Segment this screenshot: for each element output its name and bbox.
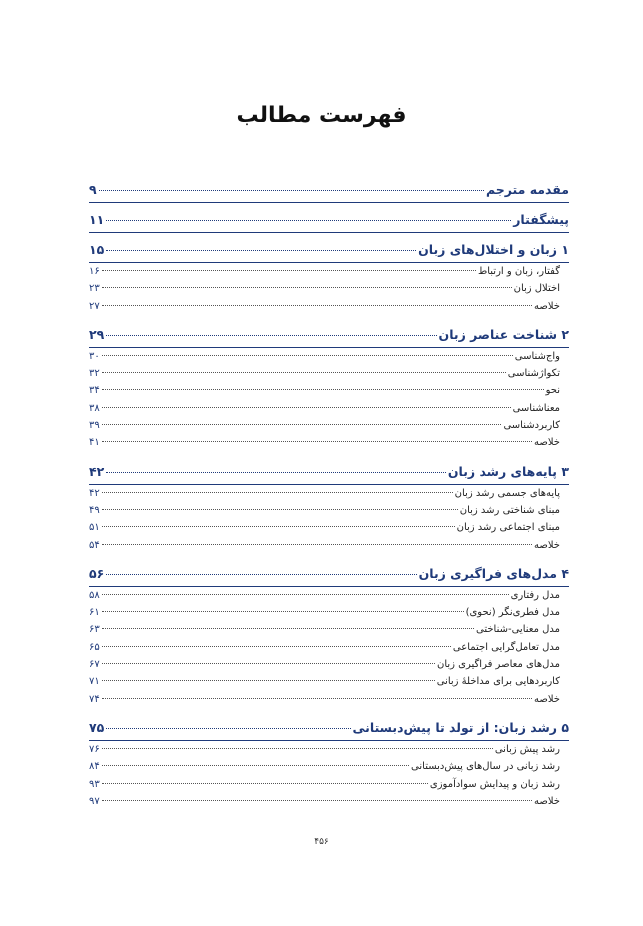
toc-entry-page: ۳۲	[89, 368, 100, 380]
toc-chapter-entry	[89, 242, 569, 263]
toc-entry-label: خلاصه	[533, 539, 560, 551]
toc-entry-label: مقدمه مترجم	[485, 182, 569, 197]
toc-entry-page: ۹۷	[89, 795, 100, 807]
dot-leader	[102, 628, 474, 629]
dot-leader	[102, 544, 532, 545]
toc-entry-page: ۳۸	[89, 402, 100, 414]
dot-leader	[102, 594, 509, 595]
toc-section-entry	[89, 403, 569, 420]
dot-leader	[106, 250, 416, 251]
dot-leader	[102, 646, 451, 647]
toc-entry-label: واج‌شناسی	[514, 350, 560, 362]
dot-leader	[106, 335, 436, 336]
toc-section-entry	[89, 368, 569, 385]
toc-entry-label: ۴ مدل‌های فراگیری زبان	[418, 565, 569, 581]
dot-leader	[102, 698, 532, 699]
toc-entry-page: ۲۷	[89, 300, 100, 312]
toc-entry-page: ۲۹	[89, 326, 105, 342]
toc-section-entry	[89, 796, 569, 813]
toc-entry-label: خلاصه	[533, 795, 560, 807]
toc-chapter-entry	[89, 212, 569, 233]
dot-leader	[102, 441, 532, 442]
toc-entry-page: ۳۹	[89, 420, 100, 432]
toc-entry-page: ۷۶	[89, 743, 100, 755]
toc-entry-page: ۴۲	[89, 487, 100, 499]
toc-entry-label: کاربردهایی برای مداخلهٔ زبانی	[436, 676, 560, 688]
toc-chapter-entry	[89, 566, 569, 587]
toc-entry-page: ۸۴	[89, 761, 100, 773]
toc-entry-label: اختلال زبان	[513, 283, 560, 295]
toc-section-entry	[89, 301, 569, 318]
toc-entry-page: ۳۰	[89, 350, 100, 362]
toc-section-entry	[89, 607, 569, 624]
toc-section-entry	[89, 779, 569, 796]
dot-leader	[102, 407, 511, 408]
dot-leader	[102, 663, 435, 664]
toc-entry-label: رشد پیش زبانی	[494, 743, 560, 755]
dot-leader	[102, 305, 532, 306]
toc-entry-label: نحو	[545, 385, 560, 397]
toc-section-entry	[89, 385, 569, 402]
toc-entry-page: ۹	[89, 182, 97, 197]
toc-section-entry	[89, 420, 569, 437]
dot-leader	[102, 611, 464, 612]
toc-entry-label: رشد زبان و پیدایش سوادآموزی	[429, 778, 560, 790]
dot-leader	[102, 509, 458, 510]
toc-section-entry	[89, 351, 569, 368]
dot-leader	[99, 190, 484, 191]
dot-leader	[102, 287, 512, 288]
dot-leader	[102, 783, 428, 784]
toc-entry-label: خلاصه	[533, 693, 560, 705]
toc-section-entry	[89, 522, 569, 539]
toc-section-entry	[89, 761, 569, 778]
toc-entry-label: پیشگفتار	[513, 212, 569, 227]
toc-entry-label: مبنای شناختی رشد زبان	[459, 504, 560, 516]
toc-entry-label: معناشناسی	[512, 402, 560, 414]
table-of-contents	[89, 182, 569, 813]
toc-entry-page: ۱۵	[89, 242, 105, 257]
toc-entry-page: ۶۳	[89, 624, 100, 636]
toc-section-entry	[89, 744, 569, 761]
toc-section-entry	[89, 266, 569, 283]
toc-chapter-entry	[89, 182, 569, 203]
dot-leader	[106, 472, 446, 473]
toc-entry-page: ۵۱	[89, 522, 100, 534]
toc-entry-page: ۴۹	[89, 504, 100, 516]
toc-entry-label: مدل فطری‌نگر (نحوی)	[465, 607, 560, 619]
toc-section-entry	[89, 676, 569, 693]
dot-leader	[106, 220, 511, 221]
dot-leader	[106, 728, 350, 729]
toc-entry-page: ۷۴	[89, 693, 100, 705]
dot-leader	[102, 800, 532, 801]
toc-section-entry	[89, 283, 569, 300]
toc-entry-label: گفتار، زبان و ارتباط	[477, 266, 560, 277]
toc-entry-label: خلاصه	[533, 300, 560, 312]
dot-leader	[102, 680, 435, 681]
toc-entry-page: ۲۳	[89, 283, 100, 295]
toc-entry-label: مدل تعامل‌گرایی اجتماعی	[452, 641, 560, 653]
toc-entry-label: مدل‌های معاصر فراگیری زبان	[437, 659, 560, 671]
toc-entry-page: ۷۱	[89, 676, 100, 688]
dot-leader	[102, 748, 493, 749]
toc-entry-label: ۲ شناخت عناصر زبان	[438, 326, 569, 342]
toc-entry-page: ۹۳	[89, 778, 100, 790]
toc-entry-label: ۱ زبان و اختلال‌های زبان	[418, 242, 569, 257]
dot-leader	[102, 389, 544, 390]
dot-leader	[106, 574, 416, 575]
dot-leader	[102, 372, 506, 373]
dot-leader	[102, 424, 502, 425]
toc-entry-page: ۱۶	[89, 266, 100, 277]
toc-entry-label: مدل رفتاری	[510, 589, 560, 601]
toc-entry-page: ۱۱	[89, 212, 105, 227]
toc-entry-page: ۵۸	[89, 589, 100, 601]
toc-chapter-entry	[89, 327, 569, 348]
toc-entry-label: خلاصه	[533, 437, 560, 449]
toc-entry-page: ۶۷	[89, 659, 100, 671]
toc-entry-page: ۶۵	[89, 641, 100, 653]
toc-entry-label: تکواژشناسی	[507, 368, 560, 380]
toc-entry-label: ۳ پایه‌های رشد زبان	[447, 463, 569, 479]
dot-leader	[102, 270, 476, 271]
dot-leader	[102, 526, 455, 527]
dot-leader	[102, 765, 409, 766]
toc-section-entry	[89, 659, 569, 676]
toc-entry-page: ۶۱	[89, 607, 100, 619]
toc-entry-label: مبنای اجتماعی رشد زبان	[456, 522, 560, 534]
toc-entry-label: رشد زبانی در سال‌های پیش‌دبستانی	[411, 761, 560, 773]
toc-entry-page: ۴۲	[89, 463, 105, 479]
toc-section-entry	[89, 624, 569, 641]
toc-entry-label: ۵ رشد زبان: از تولد تا پیش‌دبستانی	[352, 719, 569, 735]
toc-section-entry	[89, 505, 569, 522]
toc-entry-page: ۵۴	[89, 539, 100, 551]
toc-section-entry	[89, 540, 569, 557]
toc-entry-label: مدل معنایی-شناختی	[476, 624, 560, 636]
page-number: ۴۵۶	[314, 837, 329, 847]
toc-entry-page: ۳۴	[89, 385, 100, 397]
toc-entry-page: ۵۶	[89, 565, 105, 581]
toc-chapter-entry	[89, 464, 569, 485]
page-title: فهرست مطالب	[236, 103, 407, 128]
toc-entry-page: ۴۱	[89, 437, 100, 449]
toc-section-entry	[89, 694, 569, 711]
toc-section-entry	[89, 488, 569, 505]
toc-section-entry	[89, 590, 569, 607]
toc-section-entry	[89, 437, 569, 454]
toc-entry-label: کاربردشناسی	[503, 420, 560, 432]
toc-entry-label: پایه‌های جسمی رشد زبان	[454, 487, 560, 499]
toc-section-entry	[89, 642, 569, 659]
dot-leader	[102, 492, 453, 493]
toc-chapter-entry	[89, 720, 569, 741]
dot-leader	[102, 355, 513, 356]
toc-entry-page: ۷۵	[89, 719, 105, 735]
